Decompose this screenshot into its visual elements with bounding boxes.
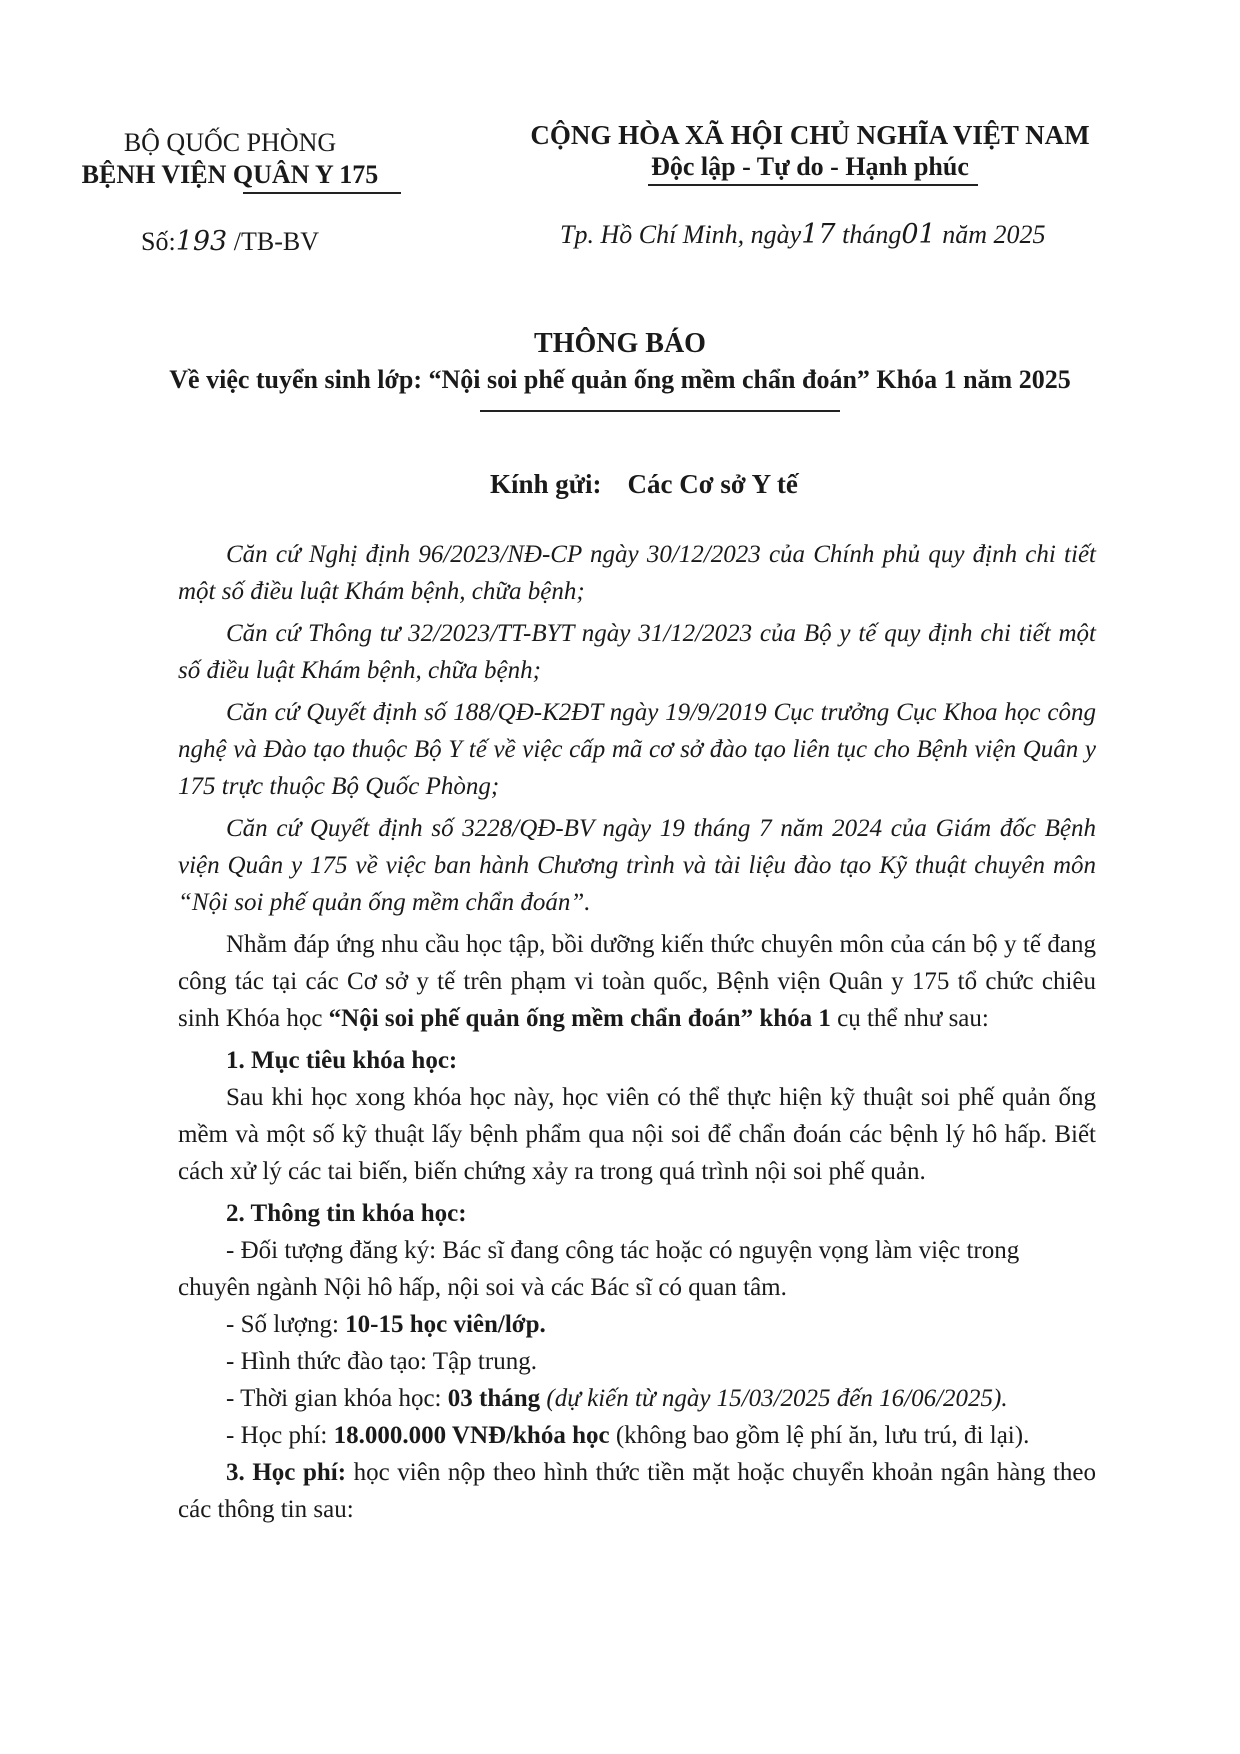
document-title: THÔNG BÁO (534, 328, 706, 359)
list-item-format: - Hình thức đào tạo: Tập trung. (226, 1348, 537, 1375)
legal-basis: Căn cứ Thông tư 32/2023/TT-BYT ngày 31/12/2023 của Bộ y tế quy định chi tiết một số điều luật Khám bệnh, chữa bệnh; (178, 620, 1096, 684)
section-heading: 2. Thông tin khóa học: (226, 1200, 467, 1227)
section-heading: 1. Mục tiêu khóa học: (226, 1047, 458, 1074)
handwritten-month: 01 (901, 219, 936, 250)
section-text: học viên nộp theo hình thức tiền mặt hoặc chuyển khoản ngân hàng theo các thông tin sau: (178, 1459, 1096, 1523)
document-number (0, 225, 460, 259)
recipient-label: Kính gửi: (490, 469, 602, 499)
hospital-underline (243, 192, 401, 194)
section-text: Sau khi học xong khóa học này, học viên có thể thực hiện kỹ thuật soi phế quản ống mềm và một số kỹ thuật lấy bệnh phẩm qua nội soi để chẩn đoán các bệnh lý hô hấp. Biết cách xử lý các tai biến, biến chứng xảy ra trong quá trình nội soi phế quản. (178, 1084, 1096, 1185)
legal-basis: Căn cứ Quyết định số 188/QĐ-K2ĐT ngày 19/9/2019 Cục trưởng Cục Khoa học công nghệ và Đào tạo thuộc Bộ Y tế về việc cấp mã cơ sở đào tạo liên tục cho Bệnh viện Quân y 175 trực thuộc Bộ Quốc Phòng; (178, 699, 1096, 800)
ministry-name: BỘ QUỐC PHÒNG (123, 128, 337, 157)
intro-tail: cụ thể như sau: (830, 1005, 989, 1032)
doc-prefix: Số: (141, 227, 176, 256)
place-label: Tp. Hồ Chí Minh, ngày (560, 220, 802, 249)
hospital-name: BỆNH VIỆN QUÂN Y 175 (81, 160, 379, 189)
list-item-audience: - Đối tượng đăng ký: Bác sĩ đang công tác hoặc có nguyện vọng làm việc trong chuyên ngành Nội hô hấp, nội soi và các Bác sĩ có quan tâm. (178, 1237, 1020, 1301)
intro-text: Nhằm đáp ứng nhu cầu học tập, bồi dưỡng kiến thức chuyên môn của cán bộ y tế đang công tác tại các Cơ sở y tế trên phạm vi toàn quốc, Bệnh viện Quân y 175 tổ chức chiêu sinh Khóa học (178, 931, 1096, 1032)
recipient-value: Các Cơ sở Y tế (627, 469, 798, 499)
national-motto: Độc lập - Tự do - Hạnh phúc (651, 152, 969, 181)
doc-suffix: /TB-BV (227, 227, 319, 256)
section-heading: 3. Học phí: (226, 1459, 347, 1486)
list-item-quantity (178, 1306, 1096, 1343)
handwritten-day: 17 (801, 219, 836, 250)
duration-value: 03 tháng (447, 1385, 541, 1412)
recipient (490, 466, 798, 502)
quantity-value: 10-15 học viên/lớp. (345, 1311, 546, 1338)
document-body (178, 536, 1096, 1533)
duration-note: (dự kiến từ ngày 15/03/2025 đến 16/06/2025). (540, 1385, 1008, 1412)
place-date (560, 218, 1045, 252)
legal-basis: Căn cứ Nghị định 96/2023/NĐ-CP ngày 30/12/2023 của Chính phủ quy định chi tiết một số điều luật Khám bệnh, chữa bệnh; (178, 541, 1096, 605)
fee-value: 18.000.000 VNĐ/khóa học (333, 1422, 610, 1449)
intro-paragraph (178, 926, 1096, 1037)
month-label: tháng (835, 220, 902, 249)
list-item-fee (178, 1417, 1096, 1454)
legal-basis: Căn cứ Quyết định số 3228/QĐ-BV ngày 19 tháng 7 năm 2024 của Giám đốc Bệnh viện Quân y 175 về việc ban hành Chương trình và tài liệu đào tạo Kỹ thuật chuyên môn “Nội soi phế quản ống mềm chẩn đoán”. (178, 815, 1096, 916)
course-name: “Nội soi phế quản ống mềm chẩn đoán” khóa 1 (328, 1005, 831, 1032)
year-text: năm 2025 (935, 220, 1046, 249)
list-item-duration (178, 1380, 1096, 1417)
handwritten-doc-number: 193 (175, 226, 228, 257)
fee-note: (không bao gồm lệ phí ăn, lưu trú, đi lại). (609, 1422, 1030, 1449)
section3-paragraph (178, 1454, 1096, 1528)
motto-underline (648, 184, 978, 186)
subject-underline (480, 410, 840, 412)
duration-label: - Thời gian khóa học: (226, 1385, 448, 1412)
document-subject: Về việc tuyển sinh lớp: “Nội soi phế quản ống mềm chẩn đoán” Khóa 1 năm 2025 (169, 365, 1071, 394)
quantity-label: - Số lượng: (226, 1311, 346, 1338)
fee-label: - Học phí: (226, 1422, 334, 1449)
republic-name: CỘNG HÒA XÃ HỘI CHỦ NGHĨA VIỆT NAM (530, 120, 1090, 150)
